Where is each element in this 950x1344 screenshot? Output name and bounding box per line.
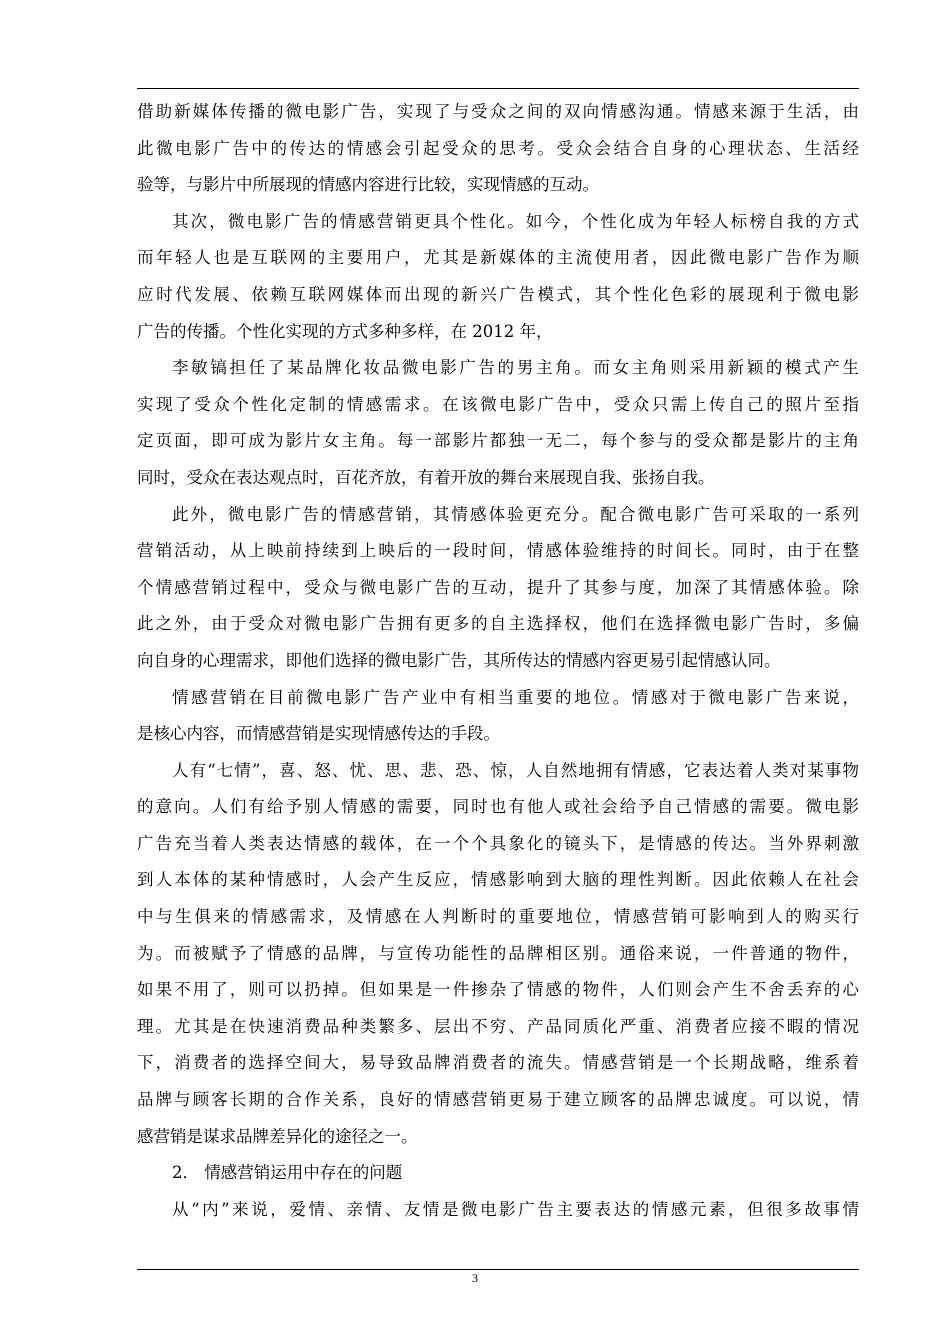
- text-line: 为。而被赋予了情感的品牌，与宣传功能性的品牌相区别。通俗来说，一件普通的物件，: [137, 943, 859, 963]
- text-line: 人有“七情”，喜、怒、忧、思、悲、恐、惊，人自然地拥有情感，它表达着人类对某事物: [172, 760, 859, 780]
- text-line: 实现了受众个性化定制的情感需求。在该微电影广告中，受众只需上传自己的照片至指: [137, 394, 859, 414]
- text-line: 此微电影广告中的传达的情感会引起受众的思考。受众会结合自身的心理状态、生活经: [137, 138, 859, 158]
- text-line: 应时代发展、依赖互联网媒体而出现的新兴广告模式，其个性化色彩的展现利于微电影: [137, 284, 859, 304]
- footer-rule: [137, 1269, 859, 1270]
- text-line: 广告的传播。个性化实现的方式多种多样，在 2012 年，: [137, 321, 553, 341]
- text-line: 此外，微电影广告的情感营销，其情感体验更充分。配合微电影广告可采取的一系列: [172, 504, 859, 524]
- text-line: 中与生俱来的情感需求，及情感在人判断时的重要地位，情感营销可影响到人的购买行: [137, 907, 859, 927]
- text-line: 借助新媒体传播的微电影广告，实现了与受众之间的双向情感沟通。情感来源于生活，由: [137, 102, 859, 121]
- text-line: 到人本体的某种情感时，人会产生反应，情感影响到大脑的理性判断。因此依赖人在社会: [137, 870, 859, 890]
- section-heading: 2． 情感营销运用中存在的问题: [172, 1163, 403, 1183]
- text-line: 的意向。人们有给予别人情感的需要，同时也有他人或社会给予自己情感的需要。微电影: [137, 797, 859, 817]
- text-line: 理。尤其是在快速消费品种类繁多、层出不穷、产品同质化严重、消费者应接不暇的情况: [137, 1016, 859, 1036]
- text-line: 品牌与顾客长期的合作关系，良好的情感营销更易于建立顾客的品牌忠诚度。可以说，情: [137, 1090, 859, 1110]
- text-line: 验等，与影片中所展现的情感内容进行比较，实现情感的互动。: [137, 175, 599, 195]
- page-number: 3: [472, 1271, 478, 1285]
- text-line: 下，消费者的选择空间大，易导致品牌消费者的流失。情感营销是一个长期战略，维系着: [137, 1053, 859, 1073]
- text-line: 是核心内容，而情感营销是实现情感传达的手段。: [137, 724, 500, 744]
- text-line: 此之外，由于受众对微电影广告拥有更多的自主选择权，他们在选择微电影广告时，多偏: [137, 614, 859, 634]
- text-line: 从“内”来说，爱情、亲情、友情是微电影广告主要表达的情感元素，但很多故事情: [172, 1199, 859, 1219]
- text-line: 定页面，即可成为影片女主角。每一部影片都独一无二，每个参与的受众都是影片的主角: [137, 431, 859, 451]
- text-line: 情感营销在目前微电影广告产业中有相当重要的地位。情感对于微电影广告来说，: [172, 687, 859, 707]
- text-line: 其次，微电影广告的情感营销更具个性化。如今，个性化成为年轻人标榜自我的方式: [172, 211, 859, 231]
- body-text: [137, 94, 859, 1228]
- text-line: 营销活动，从上映前持续到上映后的一段时间，情感体验维持的时间长。同时，由于在整: [137, 541, 859, 561]
- text-line: 同时，受众在表达观点时，百花齐放，有着开放的舞台来展现自我、张扬自我。: [137, 467, 715, 487]
- text-line: 感营销是谋求品牌差异化的途径之一。: [137, 1126, 418, 1146]
- text-line: 李敏镐担任了某品牌化妆品微电影广告的男主角。而女主角则采用新颖的模式产生: [172, 358, 859, 378]
- text-line: 向自身的心理需求，即他们选择的微电影广告，其所传达的情感内容更易引起情感认同。: [137, 650, 781, 670]
- text-line: 广告充当着人类表达情感的载体，在一个个具象化的镜头下，是情感的传达。当外界刺激: [137, 833, 859, 853]
- header-rule: [137, 88, 859, 89]
- text-line: 而年轻人也是互联网的主要用户，尤其是新媒体的主流使用者，因此微电影广告作为顺: [137, 248, 859, 268]
- text-line: 个情感营销过程中，受众与微电影广告的互动，提升了其参与度，加深了其情感体验。除: [137, 577, 859, 597]
- text-line: 如果不用了，则可以扔掉。但如果是一件掺杂了情感的物件，人们则会产生不舍丢弃的心: [137, 980, 859, 1000]
